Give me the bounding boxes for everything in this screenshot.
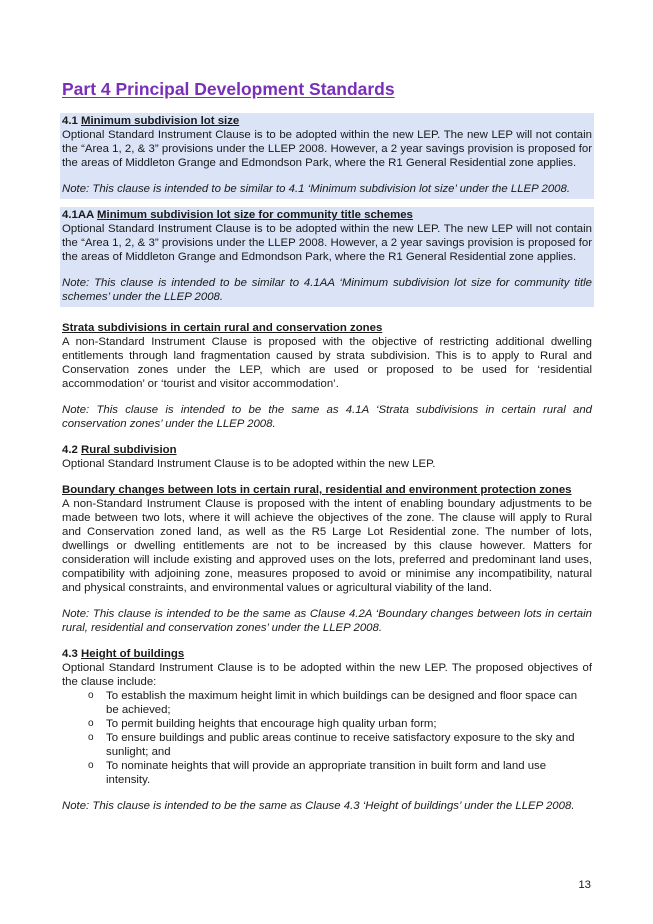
section-heading — [62, 443, 592, 457]
section-heading — [62, 483, 592, 497]
page-content — [62, 79, 592, 813]
section-4-2 — [62, 443, 592, 471]
section-heading — [62, 647, 592, 661]
section-body: A non-Standard Instrument Clause is proposed with the objective of restricting additional dwelling entitlements through land fragmentation caused by strata subdivision. This is to apply to Rural and Conservation zones under the LEP, which are used or proposed to be used for ‘residential accommodation’ or ‘tourist and visitor accommodation’. — [62, 336, 592, 390]
section-title: Height of buildings — [81, 648, 185, 660]
objectives-list — [62, 689, 592, 787]
section-body: A non-Standard Instrument Clause is proposed with the intent of enabling boundary adjustments to be made between two lots, where it will achieve the objectives of the zone. The clause will apply to Rural and Conservation zoned land, as well as the R5 Large Lot Residential zone. The number of lots, dwellings or dwelling entitlements are not to be increased by this clause however. Matters for consideration will include existing and approved uses on the lots, preferred and predominant land uses, compatibility with adjoining zone, measures proposed to avoid or minimise any incompatibility, natural and physical constraints, and environmental values or agricultural viability of the land. — [62, 498, 592, 594]
page-number: 13 — [578, 879, 591, 891]
bullet-icon: o — [88, 690, 94, 701]
section-note: Note: This clause is intended to be similar to 4.1 ‘Minimum subdivision lot size’ under the LLEP 2008. — [62, 183, 570, 195]
section-title: Strata subdivisions in certain rural and conservation zones — [62, 322, 383, 334]
bullet-icon: o — [88, 760, 94, 771]
section-number: 4.3 — [62, 648, 78, 660]
section-4-1 — [60, 113, 594, 199]
section-note: Note: This clause is intended to be similar to 4.1AA ‘Minimum subdivision lot size for community title schemes’ under the LLEP 2008. — [62, 277, 592, 303]
section-heading — [62, 321, 592, 335]
section-heading — [62, 208, 592, 222]
section-number: 4.1 — [62, 115, 78, 127]
page-title: Part 4 Principal Development Standards — [62, 79, 395, 99]
section-note: Note: This clause is intended to be the same as Clause 4.2A ‘Boundary changes between lots in certain rural, residential and conservation zones’ under the LLEP 2008. — [62, 608, 592, 634]
section-title: Minimum subdivision lot size for community title schemes — [97, 209, 413, 221]
section-heading — [62, 114, 592, 128]
section-4-1aa — [60, 207, 594, 307]
list-item: o To permit building heights that encourage high quality urban form; — [88, 718, 437, 730]
section-number: 4.2 — [62, 444, 78, 456]
section-body: Optional Standard Instrument Clause is to be adopted within the new LEP. The new LEP will not contain the “Area 1, 2, & 3” provisions under the LLEP 2008. However, a 2 year savings provision is proposed for the areas of Middleton Grange and Edmondson Park, where the R1 General Residential zone applies. — [62, 223, 592, 263]
section-4-3 — [62, 647, 592, 813]
section-note: Note: This clause is intended to be the same as Clause 4.3 ‘Height of buildings’ under the LLEP 2008. — [62, 800, 575, 812]
list-item: o To ensure buildings and public areas continue to receive satisfactory exposure to the sky and sunlight; and — [88, 732, 575, 758]
section-title: Rural subdivision — [81, 444, 177, 456]
section-body: Optional Standard Instrument Clause is to be adopted within the new LEP. The proposed objectives of the clause include: — [62, 662, 592, 688]
section-strata — [62, 321, 592, 431]
section-body: Optional Standard Instrument Clause is to be adopted within the new LEP. — [62, 458, 436, 470]
section-boundary-changes — [62, 483, 592, 635]
bullet-icon: o — [88, 732, 94, 743]
bullet-icon: o — [88, 718, 94, 729]
section-title: Boundary changes between lots in certain rural, residential and environment protection zones — [62, 484, 572, 496]
section-number: 4.1AA — [62, 209, 94, 221]
section-note: Note: This clause is intended to be the same as 4.1A ‘Strata subdivisions in certain rural and conservation zones’ under the LLEP 2008. — [62, 404, 592, 430]
list-item: o To nominate heights that will provide an appropriate transition in built form and land use intensity. — [88, 760, 547, 786]
section-title: Minimum subdivision lot size — [81, 115, 240, 127]
section-body: Optional Standard Instrument Clause is to be adopted within the new LEP. The new LEP will not contain the “Area 1, 2, & 3” provisions under the LLEP 2008. However, a 2 year savings provision is proposed for the areas of Middleton Grange and Edmondson Park, where the R1 General Residential zone applies. — [62, 129, 592, 169]
list-item: o To establish the maximum height limit in which buildings can be designed and floor space can be achieved; — [88, 690, 578, 716]
